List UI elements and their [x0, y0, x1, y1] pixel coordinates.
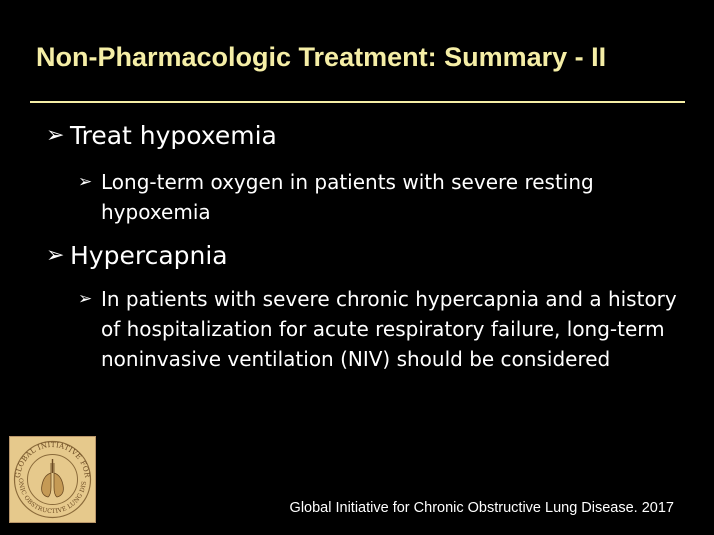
sub-bullet-long-term-oxygen — [78, 167, 678, 227]
svg-text:GLOBAL INITIATIVE FOR: GLOBAL INITIATIVE FOR — [13, 440, 92, 479]
title-underline — [30, 101, 685, 103]
bullet-text: In patients with severe chronic hypercapnia and a history of hospitalization for acute respiratory failure, long-term noninvasive ventilation (NIV) should be considered — [101, 287, 677, 371]
bullet-text: Hypercapnia — [70, 241, 228, 270]
arrow-bullet-icon: ➢ — [78, 172, 93, 192]
svg-text:CHRONIC OBSTRUCTIVE LUNG DISEA: ONIC OBSTRUCTIVE LUNG DIS — [16, 477, 89, 516]
bullet-item-hypercapnia — [46, 241, 666, 271]
sub-bullet-niv — [78, 284, 678, 374]
citation-footer: Global Initiative for Chronic Obstructive Lung Disease. 2017 — [289, 500, 674, 516]
slide-title: Non-Pharmacologic Treatment: Summary - II — [36, 42, 607, 72]
arrow-bullet-icon: ➢ — [78, 289, 93, 309]
arrow-bullet-icon: ➢ — [46, 243, 65, 268]
gold-lungs-logo-icon — [9, 436, 96, 523]
bullet-text: Treat hypoxemia — [70, 121, 277, 150]
arrow-bullet-icon: ➢ — [46, 123, 65, 148]
bullet-item-treat-hypoxemia — [46, 121, 666, 151]
bullet-text: Long-term oxygen in patients with severe resting hypoxemia — [101, 170, 594, 224]
gold-logo-graphic — [10, 437, 95, 522]
